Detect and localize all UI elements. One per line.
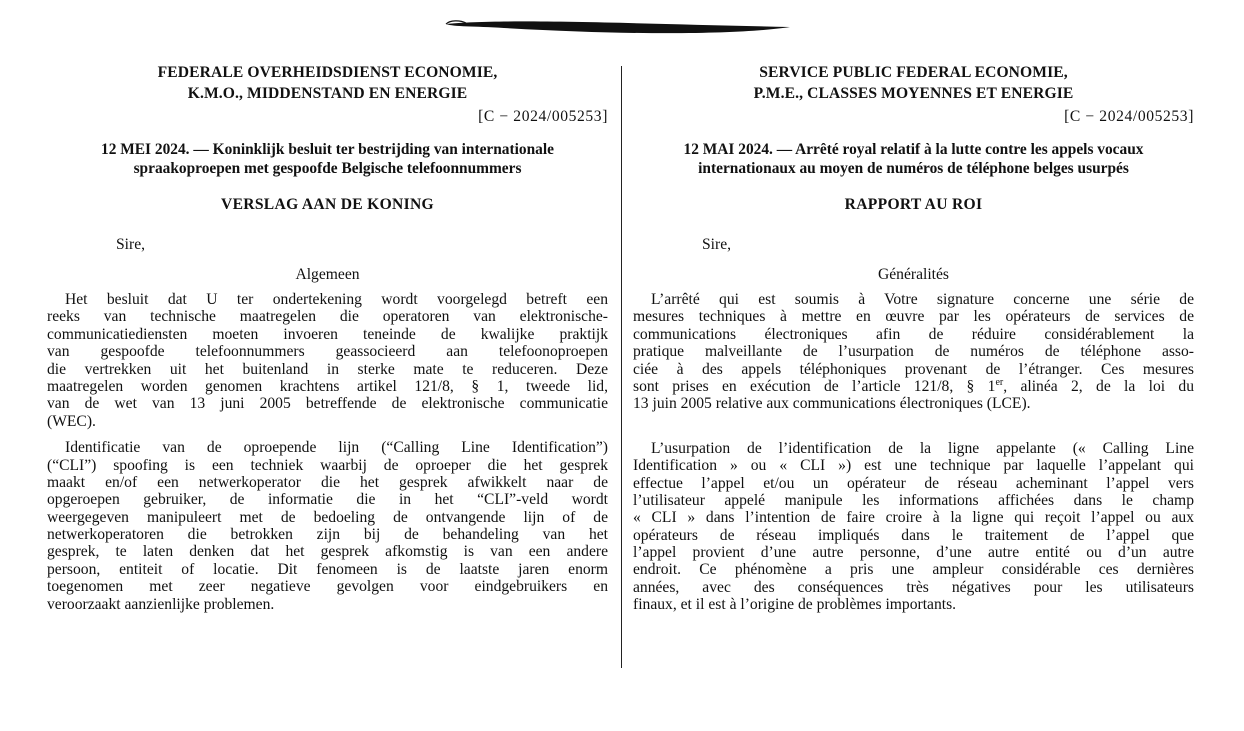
org-line: P.M.E., CLASSES MOYENNES ET ENERGIE bbox=[753, 85, 1074, 102]
text-line: finaux, et il est à l’origine de problèmes importants. bbox=[633, 596, 957, 614]
text-line: (“CLI”) spoofing is een techniek waarbij de oproeper die het gesprek bbox=[47, 456, 608, 474]
org-name bbox=[47, 62, 608, 104]
text-line: Identificatie van de oproepende lijn (“Calling Line Identification”) bbox=[65, 439, 608, 457]
decree-title bbox=[633, 140, 1194, 178]
org-name bbox=[633, 62, 1194, 104]
report-heading: VERSLAG AAN DE KONING bbox=[221, 196, 434, 213]
text-line: L’usurpation de l’identification de la ligne appelante (« Calling Line bbox=[651, 439, 1194, 457]
title-line: internationaux au moyen de numéros de téléphone belges usurpés bbox=[698, 160, 1129, 177]
paragraph bbox=[47, 291, 608, 430]
org-line: FEDERALE OVERHEIDSDIENST ECONOMIE, bbox=[157, 64, 498, 81]
reference-number: [C − 2024/005253] bbox=[1064, 108, 1194, 125]
ornamental-rule bbox=[444, 16, 794, 38]
text-segment: sont prises en exécution de l’article 121/8, § 1 bbox=[633, 377, 996, 395]
decree-title bbox=[47, 140, 608, 178]
text-line: endroit. Ce phénomène a pris une ampleur considérable ces dernières bbox=[633, 561, 1194, 579]
text-line: van gespoofde telefoonnummers geassocieerd aan telefoonoproepen bbox=[47, 343, 608, 361]
text-line: années, avec des conséquences très négatives pour les utilisateurs bbox=[633, 578, 1194, 596]
org-line: K.M.O., MIDDENSTAND EN ENERGIE bbox=[187, 85, 468, 102]
text-line: van de wet van 13 juni 2005 betreffende de elektronische communicatie bbox=[47, 395, 608, 413]
paragraph bbox=[633, 291, 1194, 413]
text-line: pratique malveillante de l’usurpation de numéros de téléphone asso- bbox=[633, 343, 1194, 361]
text-line: toegenomen met zeer negatieve gevolgen voor eindgebruikers en bbox=[47, 578, 608, 596]
text-segment: , alinéa 2, de la loi du bbox=[1003, 377, 1194, 395]
title-line: 12 MAI 2024. — Arrêté royal relatif à la lutte contre les appels vocaux bbox=[683, 141, 1144, 158]
text-line: persoon, entiteit of locatie. Dit fenomeen is de laatste jaren enorm bbox=[47, 560, 608, 578]
text-line: opérateurs de réseau impliqués dans le traitement de l’appel que bbox=[633, 526, 1194, 544]
text-line: maakt en/of een netwerkoperator die het gesprek afwikkelt naar de bbox=[47, 473, 608, 491]
title-line: spraakoproepen met gespoofde Belgische telefoonnummers bbox=[133, 160, 522, 177]
text-line: die vertrekken uit het buitenland in sterke mate te reduceren. Deze bbox=[47, 360, 608, 378]
section-heading: Généralités bbox=[877, 266, 949, 283]
org-line: SERVICE PUBLIC FEDERAL ECONOMIE, bbox=[759, 64, 1068, 81]
text-line bbox=[633, 378, 1194, 395]
text-line: mesures techniques à mettre en œuvre par les opérateurs de services de bbox=[633, 308, 1194, 326]
superscript: er bbox=[995, 376, 1004, 388]
column-divider bbox=[621, 66, 622, 668]
text-line: gesprek, te laten denken dat het gesprek afkomstig is van een andere bbox=[47, 543, 608, 561]
french-column bbox=[633, 62, 1194, 614]
text-line: ciée à des appels téléphoniques provenant de l’étranger. Ces mesures bbox=[633, 360, 1194, 378]
dutch-column bbox=[47, 62, 608, 613]
text-line: 13 juin 2005 relative aux communications électroniques (LCE). bbox=[633, 395, 1031, 413]
text-line: (WEC). bbox=[47, 412, 96, 430]
salutation: Sire, bbox=[702, 236, 732, 253]
text-line: maatregelen worden genomen krachtens artikel 121/8, § 1, tweede lid, bbox=[47, 377, 608, 395]
text-line: communicatiediensten moeten invoeren teneinde de kwalijke praktijk bbox=[47, 325, 608, 343]
text-line: l’appel provient d’une autre personne, d’une autre entité ou d’un autre bbox=[633, 544, 1194, 562]
text-line: Identification » ou « CLI ») est une technique par laquelle l’appelant qui bbox=[633, 457, 1194, 475]
text-line: reeks van technische maatregelen die operatoren van elektronische- bbox=[47, 308, 608, 326]
text-line: opgeroepen gebruiker, de informatie die in het “CLI”-veld wordt bbox=[47, 491, 608, 509]
text-line: communications électroniques afin de réduire considérablement la bbox=[633, 325, 1194, 343]
reference-number: [C − 2024/005253] bbox=[478, 108, 608, 125]
text-line: veroorzaakt aanzienlijke problemen. bbox=[47, 595, 275, 613]
text-line: netwerkoperatoren die betrokken zijn bij de behandeling van het bbox=[47, 526, 608, 544]
title-line: 12 MEI 2024. — Koninklijk besluit ter bestrijding van internationale bbox=[101, 141, 554, 158]
paragraph bbox=[47, 439, 608, 613]
paragraph bbox=[633, 440, 1194, 614]
text-line: L’arrêté qui est soumis à Votre signature concerne une série de bbox=[651, 291, 1194, 308]
text-line: « CLI » dans l’intention de faire croire à la ligne qui reçoit l’appel ou aux bbox=[633, 509, 1194, 527]
text-line: l’utilisateur appelé manipule les informations affichées dans le champ bbox=[633, 491, 1194, 509]
salutation: Sire, bbox=[116, 236, 146, 253]
section-heading: Algemeen bbox=[295, 266, 360, 283]
text-line: weergegeven manipuleert met de bedoeling de ontvangende lijn of de bbox=[47, 508, 608, 526]
text-line: Het besluit dat U ter ondertekening wordt voorgelegd betreft een bbox=[65, 291, 608, 308]
report-heading: RAPPORT AU ROI bbox=[844, 196, 983, 213]
text-line: effectue l’appel et/ou un opérateur de réseau acheminant l’appel vers bbox=[633, 474, 1194, 492]
